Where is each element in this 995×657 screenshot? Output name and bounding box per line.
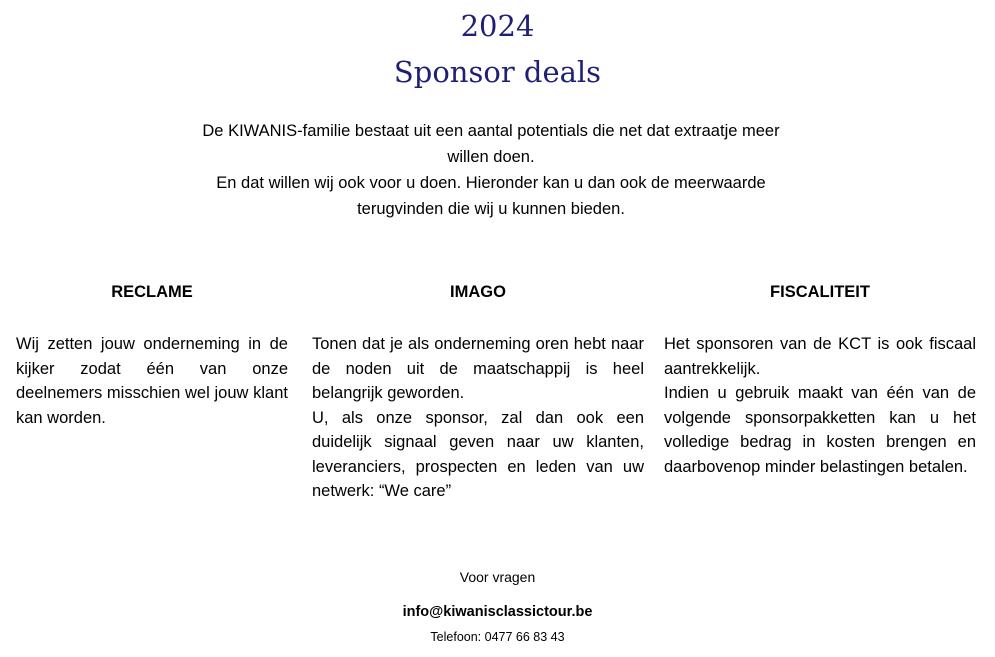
column-heading: IMAGO	[450, 283, 506, 301]
column-paragraph: Tonen dat je als onderneming oren hebt naar de noden uit de maatschappij is heel belangrijk geworden.	[312, 335, 644, 402]
intro-text	[200, 118, 782, 222]
column-paragraph: Het sponsoren van de KCT is ook fiscaal aantrekkelijk.	[664, 335, 976, 378]
column-paragraph: Wij zetten jouw onderneming in de kijker zodat één van onze deelnemers misschien wel jouw klant kan worden.	[16, 335, 288, 427]
contact-label: Voor vragen	[459, 569, 536, 585]
year-heading: 2024	[460, 9, 535, 43]
column-reclame	[16, 280, 288, 430]
column-paragraph: U, als onze sponsor, zal dan ook een duidelijk signaal geven naar uw klanten, leveranciers, prospecten en leden van uw netwerk: “We care”	[312, 408, 644, 500]
contact-phone: Telefoon: 0477 66 83 43	[430, 630, 565, 644]
column-imago	[312, 280, 644, 504]
column-fiscaliteit	[664, 280, 976, 479]
page-title: Sponsor deals	[393, 55, 602, 89]
contact-email[interactable]: info@kiwanisclassictour.be	[402, 604, 593, 620]
intro-paragraph: De KIWANIS-familie bestaat uit een aantal potentials die net dat extraatje meer willen doen.	[202, 122, 780, 166]
intro-paragraph: En dat willen wij ook voor u doen. Hieronder kan u dan ook de meerwaarde terugvinden die wij u kunnen bieden.	[216, 174, 766, 218]
column-body	[312, 332, 644, 504]
column-heading: RECLAME	[111, 283, 193, 301]
column-body	[664, 332, 976, 479]
column-heading: FISCALITEIT	[770, 283, 870, 301]
column-body	[16, 332, 288, 430]
column-paragraph: Indien u gebruik maakt van één van de volgende sponsorpakketten kan u het volledige bedrag in kosten brengen en daarbovenop minder belastingen betalen.	[664, 384, 976, 476]
